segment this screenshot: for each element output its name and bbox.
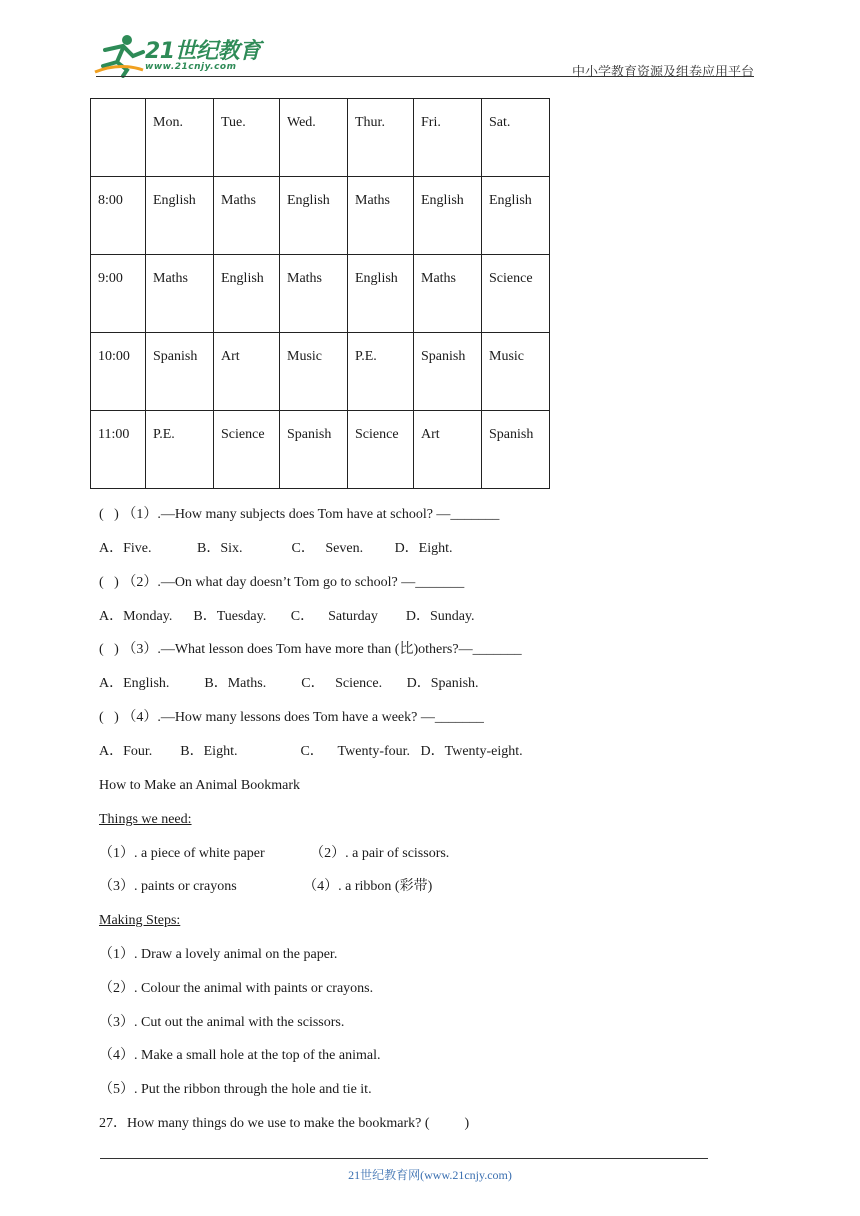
step-item: （5）. Put the ribbon through the hole and tie it.: [99, 1082, 372, 1097]
step-item: （2）. Colour the animal with paints or crayons.: [99, 981, 374, 996]
step-item: （1）. Draw a lovely animal on the paper.: [99, 947, 338, 962]
table-cell: Spanish: [414, 333, 482, 411]
table-row: [91, 255, 550, 333]
table-cell: English: [214, 255, 280, 333]
table-cell: Science: [214, 411, 280, 489]
question-4: ( ) （4）.—How many lessons does Tom have a week? —_______: [99, 710, 484, 725]
table-cell: Music: [280, 333, 348, 411]
table-cell: English: [146, 177, 214, 255]
table-header-row: [91, 99, 550, 177]
step-item: （3）. Cut out the animal with the scissors.: [99, 1015, 345, 1030]
table-row: [91, 333, 550, 411]
header-divider: [96, 76, 754, 77]
question-3-options: A．English. B．Maths. C． Science. D．Spanish.: [99, 676, 479, 691]
table-cell: Spanish: [280, 411, 348, 489]
table-cell: English: [482, 177, 550, 255]
table-cell: Maths: [214, 177, 280, 255]
page-header: [0, 0, 860, 80]
table-cell: Sat.: [482, 99, 550, 177]
question-3: ( ) （3）.—What lesson does Tom have more than (比)others?—_______: [99, 642, 522, 657]
table-cell: Tue.: [214, 99, 280, 177]
table-cell: Thur.: [348, 99, 414, 177]
table-cell: Art: [414, 411, 482, 489]
question-27: 27．How many things do we use to make the bookmark? ( ): [99, 1116, 470, 1131]
site-logo[interactable]: [93, 32, 263, 78]
table-cell: Art: [214, 333, 280, 411]
table-row: [91, 177, 550, 255]
table-cell: Music: [482, 333, 550, 411]
table-cell: P.E.: [348, 333, 414, 411]
runner-logo-icon: [93, 32, 145, 78]
things-row-1: （1）. a piece of white paper （2）. a pair of scissors.: [99, 846, 450, 861]
table-cell: Mon.: [146, 99, 214, 177]
table-cell: English: [348, 255, 414, 333]
table-cell: Maths: [414, 255, 482, 333]
table-cell: Maths: [280, 255, 348, 333]
table-cell: Spanish: [146, 333, 214, 411]
question-2: ( ) （2）.—On what day doesn’t Tom go to school? —_______: [99, 575, 465, 590]
timetable: [90, 98, 550, 489]
table-cell: Fri.: [414, 99, 482, 177]
footer-link[interactable]: 21世纪教育网(www.21cnjy.com): [348, 1168, 512, 1182]
question-4-options: A．Four. B．Eight. C． Twenty-four. D．Twenty-eight.: [99, 744, 523, 759]
table-cell: Science: [482, 255, 550, 333]
table-cell: Science: [348, 411, 414, 489]
table-cell: English: [414, 177, 482, 255]
table-cell: English: [280, 177, 348, 255]
footer-divider: [100, 1158, 708, 1159]
things-heading: Things we need:: [99, 812, 192, 827]
logo-text: 21世纪教育: [145, 39, 261, 64]
things-row-2: （3）. paints or crayons （4）. a ribbon (彩带): [99, 879, 433, 894]
table-cell: Spanish: [482, 411, 550, 489]
steps-heading: Making Steps:: [99, 913, 181, 928]
table-row: [91, 411, 550, 489]
table-cell: [91, 99, 146, 177]
question-1-options: A．Five. B．Six. C． Seven. D．Eight.: [99, 541, 453, 556]
question-1: ( ) （1）.—How many subjects does Tom have at school? —_______: [99, 507, 500, 522]
table-cell: 8:00: [91, 177, 146, 255]
logo-url: www.21cnjy.com: [145, 62, 237, 72]
table-cell: 9:00: [91, 255, 146, 333]
table-cell: P.E.: [146, 411, 214, 489]
header-tagline: 中小学教育资源及组卷应用平台: [571, 64, 754, 79]
table-cell: Wed.: [280, 99, 348, 177]
question-2-options: A．Monday. B．Tuesday. C． Saturday D．Sunday.: [99, 609, 475, 624]
table-cell: Maths: [146, 255, 214, 333]
table-cell: 11:00: [91, 411, 146, 489]
bookmark-title: How to Make an Animal Bookmark: [99, 778, 301, 793]
table-cell: 10:00: [91, 333, 146, 411]
step-item: （4）. Make a small hole at the top of the animal.: [99, 1048, 381, 1063]
table-cell: Maths: [348, 177, 414, 255]
